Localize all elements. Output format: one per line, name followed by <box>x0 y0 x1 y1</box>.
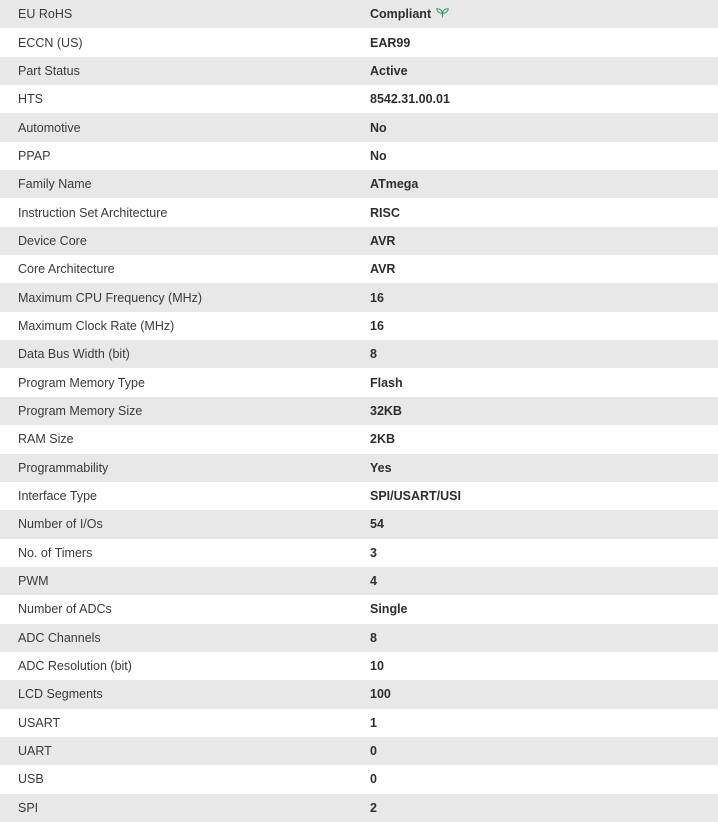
leaf-icon <box>436 0 449 28</box>
spec-row <box>0 368 718 396</box>
spec-label: PWM <box>18 574 49 589</box>
spec-label: PPAP <box>18 148 51 163</box>
spec-row <box>0 709 718 737</box>
spec-label: Core Architecture <box>18 262 115 277</box>
spec-row <box>0 340 718 368</box>
spec-label: Number of ADCs <box>18 602 112 617</box>
spec-label: Family Name <box>18 177 92 192</box>
spec-label: HTS <box>18 92 43 107</box>
spec-label: Maximum Clock Rate (MHz) <box>18 318 175 333</box>
spec-value: 54 <box>370 517 384 532</box>
spec-label: Programmability <box>18 460 109 475</box>
spec-label: Automotive <box>18 120 81 135</box>
spec-label: USB <box>18 772 44 787</box>
spec-row <box>0 652 718 680</box>
spec-row <box>0 539 718 567</box>
spec-row <box>0 482 718 510</box>
spec-value: 2 <box>370 800 377 815</box>
spec-label: Program Memory Size <box>18 403 143 418</box>
spec-value: 8 <box>370 630 377 645</box>
spec-row <box>0 680 718 708</box>
spec-value: 1 <box>370 715 377 730</box>
spec-value: AVR <box>370 233 396 248</box>
spec-label: ADC Channels <box>18 630 101 645</box>
spec-label: RAM Size <box>18 432 74 447</box>
spec-label: EU RoHS <box>18 7 73 22</box>
spec-label: Maximum CPU Frequency (MHz) <box>18 290 203 305</box>
spec-row <box>0 28 718 56</box>
spec-value: 2KB <box>370 432 396 447</box>
spec-value: Flash <box>370 375 403 390</box>
spec-value: 0 <box>370 744 377 759</box>
spec-row <box>0 454 718 482</box>
spec-row <box>0 737 718 765</box>
spec-row <box>0 85 718 113</box>
spec-label: LCD Segments <box>18 687 103 702</box>
spec-value: 0 <box>370 772 377 787</box>
spec-row <box>0 510 718 538</box>
spec-value-cell <box>370 0 718 28</box>
spec-value: RISC <box>370 205 400 220</box>
spec-row <box>0 57 718 85</box>
spec-value: 16 <box>370 318 384 333</box>
spec-row <box>0 567 718 595</box>
spec-label: No. of Timers <box>18 545 93 560</box>
spec-value: Yes <box>370 460 392 475</box>
spec-label: Instruction Set Architecture <box>18 205 168 220</box>
spec-value: 8542.31.00.01 <box>370 92 450 107</box>
spec-row <box>0 283 718 311</box>
spec-row <box>0 0 718 28</box>
spec-row <box>0 113 718 141</box>
spec-label: Number of I/Os <box>18 517 103 532</box>
spec-label: Interface Type <box>18 489 97 504</box>
spec-row <box>0 170 718 198</box>
spec-value: No <box>370 148 387 163</box>
spec-label: UART <box>18 744 52 759</box>
spec-value: 10 <box>370 659 384 674</box>
spec-row <box>0 198 718 226</box>
spec-value: ATmega <box>370 177 419 192</box>
spec-row <box>0 425 718 453</box>
spec-label: Device Core <box>18 233 87 248</box>
spec-value: No <box>370 120 387 135</box>
spec-value: 4 <box>370 574 377 589</box>
spec-row <box>0 595 718 623</box>
spec-row <box>0 255 718 283</box>
spec-row <box>0 794 718 822</box>
spec-value: AVR <box>370 262 396 277</box>
spec-value: Compliant <box>370 7 432 22</box>
spec-row <box>0 765 718 793</box>
spec-label: Part Status <box>18 63 80 78</box>
spec-label: ECCN (US) <box>18 35 83 50</box>
spec-value: Active <box>370 63 408 78</box>
spec-value: 3 <box>370 545 377 560</box>
spec-row <box>0 397 718 425</box>
spec-value: EAR99 <box>370 35 411 50</box>
spec-label: Data Bus Width (bit) <box>18 347 130 362</box>
spec-label: SPI <box>18 800 39 815</box>
spec-value: 8 <box>370 347 377 362</box>
spec-label: Program Memory Type <box>18 375 145 390</box>
spec-row <box>0 624 718 652</box>
spec-value: 16 <box>370 290 384 305</box>
spec-value: Single <box>370 602 408 617</box>
spec-label: ADC Resolution (bit) <box>18 659 132 674</box>
spec-value: 100 <box>370 687 391 702</box>
spec-value: 32KB <box>370 403 402 418</box>
spec-row <box>0 227 718 255</box>
spec-label: USART <box>18 715 61 730</box>
spec-row <box>0 142 718 170</box>
spec-value: SPI/USART/USI <box>370 489 461 504</box>
spec-row <box>0 312 718 340</box>
